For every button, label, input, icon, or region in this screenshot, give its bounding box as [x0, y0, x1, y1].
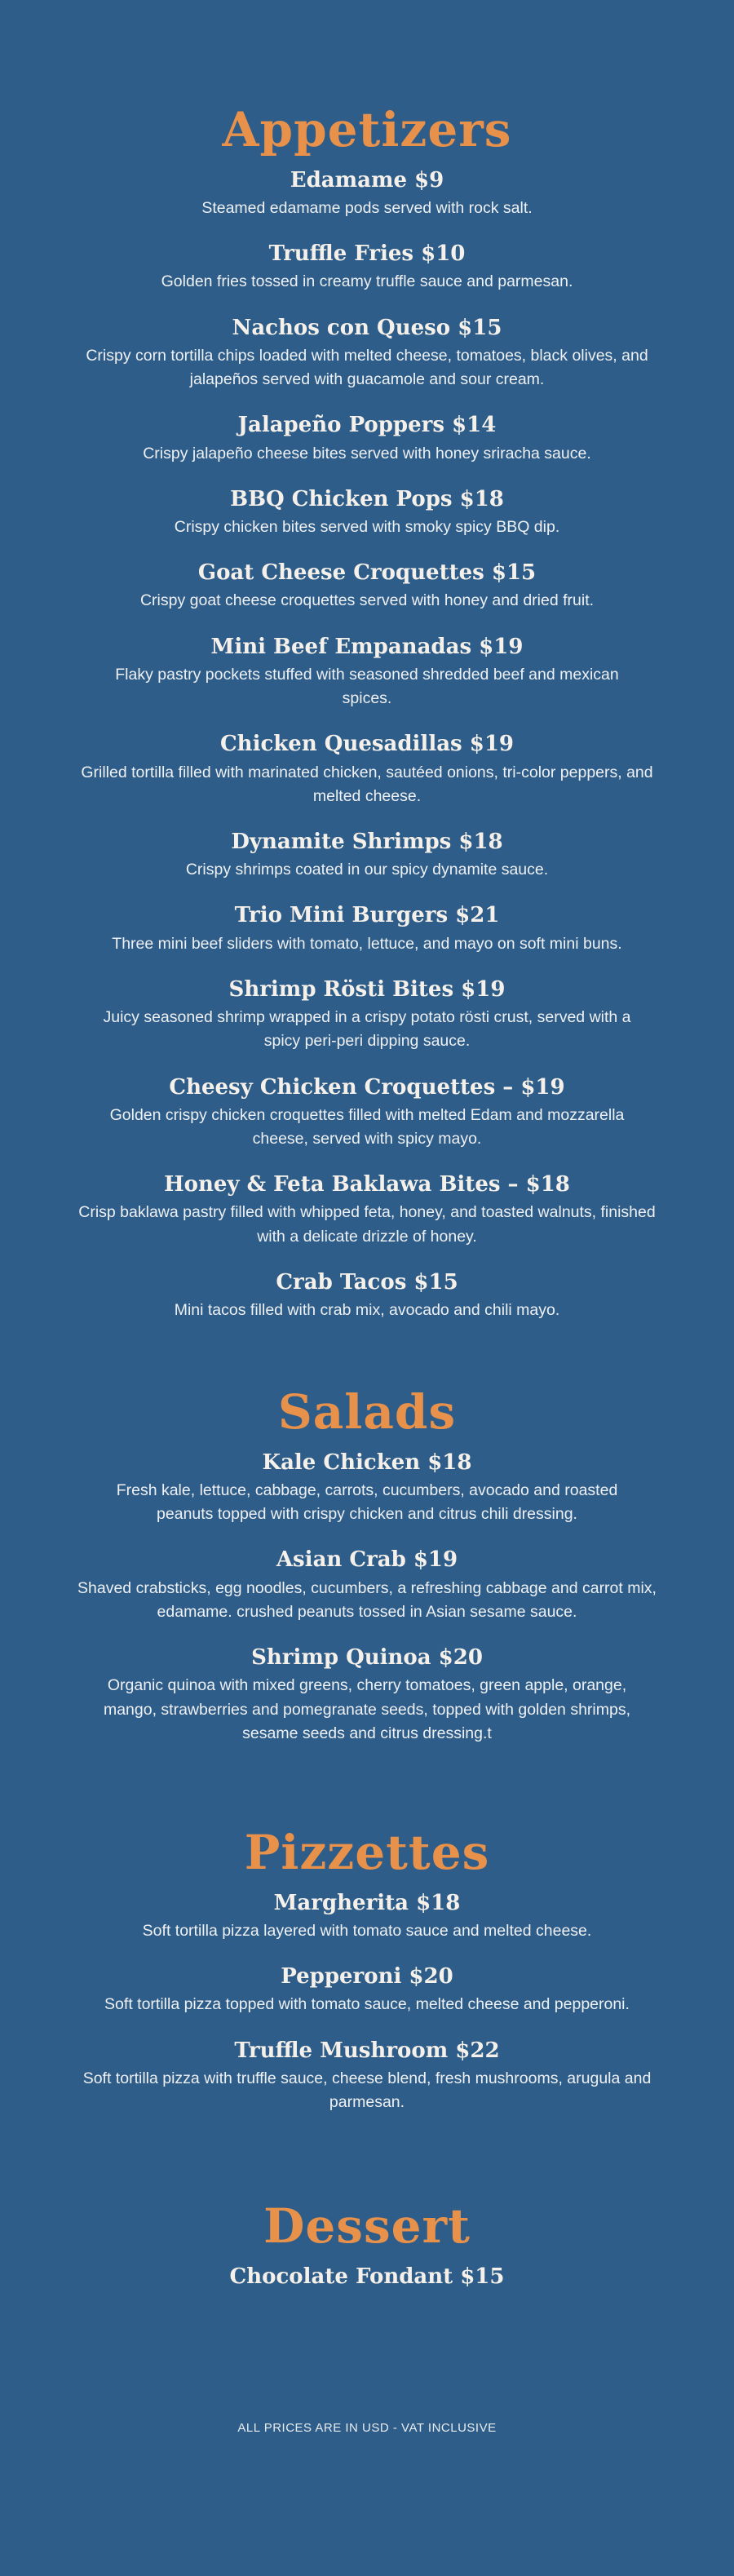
- menu-item: [57, 2264, 677, 2290]
- item-name: Chicken Quesadillas $19: [219, 732, 514, 757]
- item-name: Nachos con Queso $15: [232, 315, 502, 340]
- section-title: Pizzettes: [244, 1825, 490, 1880]
- item-description: Mini tacos filled with crab mix, avocado and chili mayo.: [174, 1301, 560, 1320]
- menu-item: [57, 1891, 677, 1943]
- item-name: BBQ Chicken Pops $18: [230, 486, 504, 511]
- item-description: Fresh kale, lettuce, cabbage, carrots, cucumbers, avocado and roasted peanuts topped with crispy chicken and citrus chili dressing.: [116, 1481, 618, 1524]
- item-description: Flaky pastry pockets stuffed with seasoned shredded beef and mexican spices.: [115, 665, 619, 708]
- section-title: Dessert: [263, 2198, 471, 2254]
- menu-item: [102, 977, 632, 1054]
- menu-item: [57, 487, 677, 539]
- item-description: Three mini beef sliders with tomato, lettuce, and mayo on soft mini buns.: [112, 934, 622, 953]
- section-pizzettes: [0, 1827, 734, 2114]
- item-name: Chocolate Fondant $15: [229, 2264, 505, 2289]
- item-name: Truffle Mushroom $22: [234, 2038, 500, 2063]
- menu-item: [57, 1270, 677, 1322]
- item-name: Cheesy Chicken Croquettes – $19: [169, 1074, 565, 1100]
- menu-item: [57, 560, 677, 613]
- item-description: Crispy corn tortilla chips loaded with melted cheese, tomatoes, black olives, and jalapeños served with guacamole and sour cream.: [86, 346, 648, 389]
- section-title: Salads: [277, 1384, 457, 1440]
- item-name: Crab Tacos $15: [276, 1269, 458, 1295]
- item-name: Edamame $9: [290, 167, 444, 193]
- item-description: Organic quinoa with mixed greens, cherry tomatoes, green apple, orange, mango, strawberries and pomegranate seeds, topped with golden shrimps, sesame seeds and citrus dressing.t: [103, 1676, 631, 1742]
- menu-item: [98, 1075, 636, 1152]
- item-description: Soft tortilla pizza layered with tomato sauce and melted cheese.: [142, 1921, 592, 1940]
- menu-item: [73, 732, 661, 808]
- item-description: Shaved crabsticks, egg noodles, cucumbers, a refreshing cabbage and carrot mix, edamame. crushed peanuts tossed in Asian sesame sauce.: [77, 1578, 657, 1621]
- item-description: Crispy chicken bites served with smoky spicy BBQ dip.: [174, 517, 560, 536]
- item-name: Dynamite Shrimps $18: [231, 830, 503, 855]
- item-description: Steamed edamame pods served with rock salt.: [201, 198, 533, 217]
- item-description: Golden crispy chicken croquettes filled with melted Edam and mozzarella cheese, served with spicy mayo.: [109, 1105, 625, 1149]
- item-description: Soft tortilla pizza topped with tomato sauce, melted cheese and pepperoni.: [104, 1995, 630, 2014]
- section-title: Appetizers: [222, 102, 512, 157]
- menu-item: [73, 2038, 661, 2115]
- section-appetizers: [0, 104, 734, 1322]
- item-name: Trio Mini Burgers $21: [234, 903, 500, 928]
- item-name: Pepperoni $20: [281, 1964, 453, 1990]
- menu-item: [90, 1645, 644, 1746]
- item-name: Margherita $18: [273, 1890, 461, 1915]
- menu-item: [73, 1547, 661, 1624]
- item-description: Juicy seasoned shrimp wrapped in a crispy potato rösti crust, served with a spicy peri-peri dipping sauce.: [103, 1008, 631, 1051]
- section-salads: [0, 1384, 734, 1746]
- menu-item: [77, 1172, 657, 1249]
- section-dessert: [0, 2198, 734, 2293]
- item-description: Golden fries tossed in creamy truffle sauce and parmesan.: [161, 272, 573, 291]
- menu-item: [57, 830, 677, 882]
- menu-item: [24, 1964, 710, 2016]
- menu-item: [33, 903, 701, 955]
- item-name: Asian Crab $19: [276, 1547, 458, 1573]
- menu-item: [90, 1450, 644, 1527]
- item-description: Crisp baklawa pastry filled with whipped feta, honey, and toasted walnuts, finished with a delicate drizzle of honey.: [78, 1203, 656, 1246]
- item-name: Honey & Feta Baklawa Bites – $18: [164, 1172, 570, 1197]
- item-name: Shrimp Rösti Bites $19: [228, 976, 506, 1002]
- menu-item: [57, 241, 677, 294]
- item-description: Crispy jalapeño cheese bites served with honey sriracha sauce.: [143, 444, 591, 463]
- menu-item: [98, 635, 636, 711]
- item-description: Crispy shrimps coated in our spicy dynamite sauce.: [185, 861, 549, 879]
- item-description: Soft tortilla pizza with truffle sauce, cheese blend, fresh mushrooms, arugula and parmesan.: [82, 2069, 652, 2112]
- menu-item: [57, 413, 677, 465]
- item-description: Grilled tortilla filled with marinated chicken, sautéed onions, tri-color peppers, and melted cheese.: [81, 763, 653, 805]
- item-name: Jalapeño Poppers $14: [237, 413, 497, 438]
- item-name: Goat Cheese Croquettes $15: [197, 560, 537, 586]
- menu-item: [57, 168, 677, 220]
- item-description: Crispy goat cheese croquettes served with honey and dried fruit.: [139, 591, 595, 610]
- item-name: Mini Beef Empanadas $19: [210, 634, 524, 659]
- menu-item: [82, 316, 652, 392]
- item-name: Truffle Fries $10: [268, 241, 466, 267]
- price-note: ALL PRICES ARE IN USD - VAT INCLUSIVE: [237, 2421, 497, 2435]
- item-name: Kale Chicken $18: [262, 1450, 472, 1475]
- item-name: Shrimp Quinoa $20: [251, 1645, 483, 1671]
